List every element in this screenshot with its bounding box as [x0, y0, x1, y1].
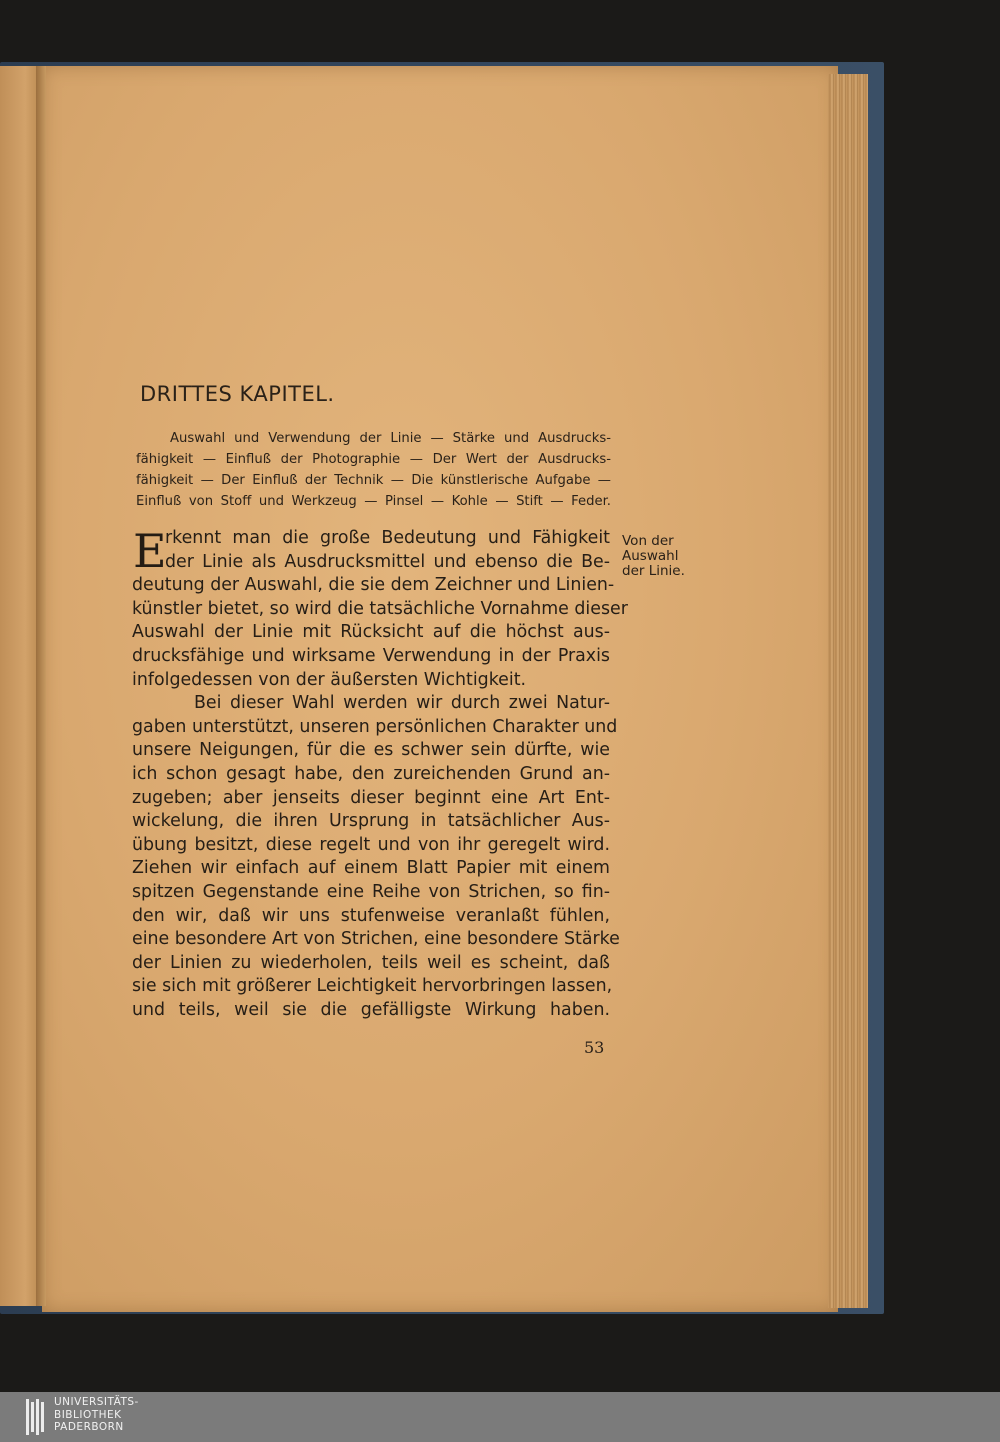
- body-line: zugeben; aber jenseits dieser beginnt eine Art Ent-: [132, 787, 610, 808]
- body-line: ich schon gesagt habe, den zureichenden Grund an-: [132, 763, 610, 784]
- marginal-note-line: Von der: [622, 533, 674, 549]
- library-logo-icon: [26, 1399, 48, 1435]
- summary-line: fähigkeit — Der Einfluß der Technik — Die künstlerische Aufgabe —: [136, 473, 611, 488]
- body-line: wickelung, die ihren Ursprung in tatsächlicher Aus-: [132, 811, 610, 832]
- page-edges-right: [828, 74, 868, 1308]
- marginal-note-line: Auswahl: [622, 548, 679, 564]
- body-line: infolgedessen von der äußersten Wichtigkeit.: [132, 669, 527, 690]
- library-name-line: BIBLIOTHEK: [54, 1408, 122, 1421]
- page-number: 53: [584, 1038, 605, 1057]
- body-line: Auswahl der Linie mit Rücksicht auf die höchst aus-: [132, 622, 610, 643]
- body-line: und teils, weil sie die gefälligste Wirkung haben.: [132, 999, 610, 1020]
- library-name-line: UNIVERSITÄTS-: [54, 1396, 139, 1408]
- body-line: künstler bietet, so wird die tatsächliche Vornahme dieser: [132, 598, 628, 619]
- body-line: der Linie als Ausdrucksmittel und ebenso die Be-: [165, 551, 610, 572]
- body-line: deutung der Auswahl, die sie dem Zeichner und Linien-: [132, 575, 615, 596]
- summary-line: Einfluß von Stoff und Werkzeug — Pinsel — Kohle — Stift — Feder.: [136, 494, 611, 509]
- body-line: Ziehen wir einfach auf einem Blatt Papier mit einem: [132, 858, 610, 879]
- body-line: gaben unterstützt, unseren persönlichen Charakter und: [132, 716, 618, 737]
- body-line: Bei dieser Wahl werden wir durch zwei Natur-: [194, 693, 610, 714]
- summary-line: fähigkeit — Einfluß der Photographie — Der Wert der Ausdrucks-: [136, 452, 611, 467]
- drop-cap-initial: E: [133, 524, 167, 578]
- body-line: übung besitzt, diese regelt und von ihr geregelt wird.: [132, 834, 610, 855]
- body-line: rkennt man die große Bedeutung und Fähigkeit: [165, 528, 610, 548]
- library-name-line: PADERBORN: [54, 1421, 124, 1433]
- marginal-note: [622, 534, 712, 579]
- summary-line: Auswahl und Verwendung der Linie — Stärke und Ausdrucks-: [170, 431, 611, 446]
- body-line: spitzen Gegenstande eine Reihe von Strichen, so fin-: [132, 881, 610, 902]
- body-line: eine besondere Art von Strichen, eine besondere Stärke: [132, 929, 620, 950]
- body-line: der Linien zu wiederholen, teils weil es scheint, daß: [132, 952, 610, 973]
- library-name: [54, 1396, 139, 1434]
- body-line: drucksfähige und wirksame Verwendung in der Praxis: [132, 645, 610, 666]
- chapter-summary: [136, 428, 611, 512]
- body-line: den wir, daß wir uns stufenweise veranlaßt fühlen,: [132, 905, 610, 926]
- library-footer-bar: [0, 1392, 1000, 1442]
- page-gutter: [36, 66, 46, 1306]
- body-line: unsere Neigungen, für die es schwer sein dürfte, wie: [132, 740, 610, 761]
- marginal-note-line: der Linie.: [622, 563, 685, 579]
- body-line: sie sich mit größerer Leichtigkeit hervorbringen lassen,: [132, 976, 613, 997]
- chapter-title: DRITTES KAPITEL.: [140, 382, 335, 406]
- body-paragraphs: [132, 524, 628, 1022]
